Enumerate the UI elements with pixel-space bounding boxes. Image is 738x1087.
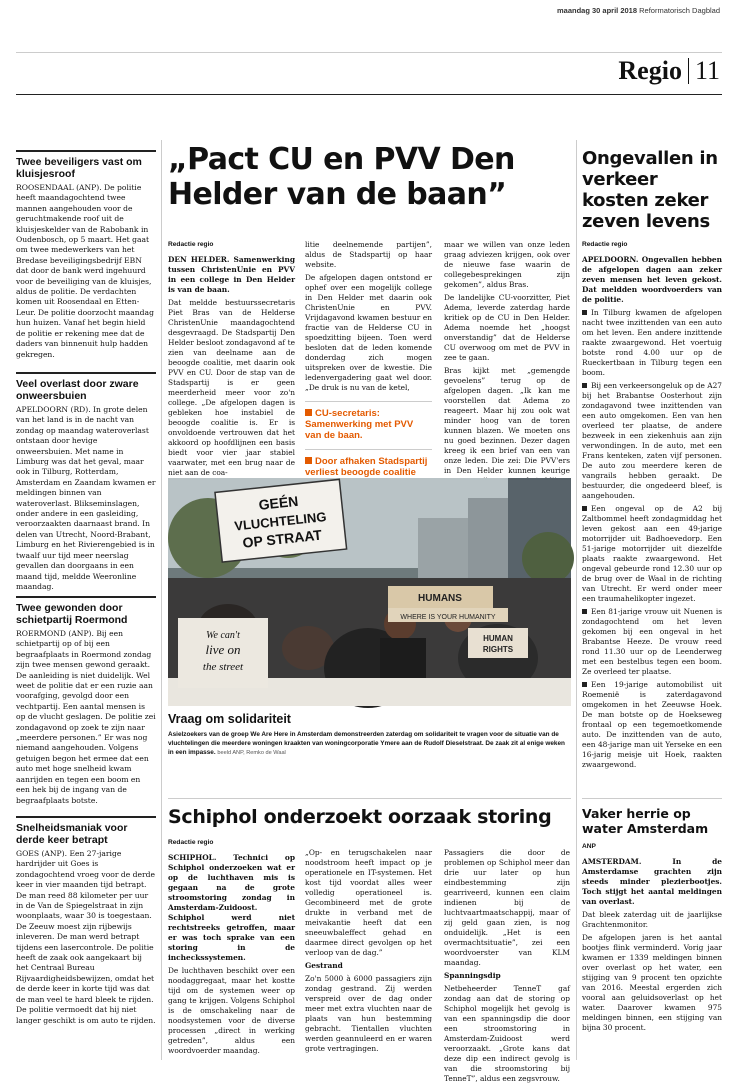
brief-1-text: ROOSENDAAL (ANP). De politie heeft maandagochtend twee mannen aangehouden voor de geruchtmakende roof uit de kluisjeskelder van de Rabobank in Oudenbosch, op 5 maart. Het gaat om twee medewerkers van het Bredase beveiligingsbedrijf EBN dat door de bank werd ingehuurd voor de beveiliging van de kluisjes, aldus de politie. De verdachten komen uit Roosendaal en Etten-Leur. De politie doorzocht maandag hun huizen. Vanaf het begin hield de politie er rekening mee dat de daders van binnenuit hulp hadden gekregen. — [16, 183, 154, 359]
water-headline: Vaker herrie op water Amsterdam — [582, 806, 709, 836]
brief-3-title: Twee gewonden door schietpartij Roermond — [16, 602, 128, 626]
brief-3-text: ROERMOND (ANP). Bij een schietpartij op of bij een begraafplaats in Roermond zondag zijn twee mensen gewond geraakt. De aanleiding is niet duidelijk. Wel weet de politie dat er een ruzie aan voorafging, gevolgd door een vechtpartij. Een aantal mensen is op de vlucht geslagen. De politie zei zondagavond op zoek te zijn naar „meerdere personen.” Er was nog niemand aangehouden. Volgens getuigen begon het ermee dat een auto met hoge snelheid kwam aanrijden en tegen een boom en een hek bij de ingang van de begraafplaats botste. — [16, 629, 156, 805]
schiphol-column-2 — [305, 848, 432, 1057]
brief-3 — [16, 596, 156, 806]
traffic-story — [582, 148, 722, 773]
traffic-item: Bij een verkeersongeluk op de A27 bij het Brabantse Oosterhout zijn zondagavond twee inzittenden van een auto omgekomen. Een van hen overleed ter plaatse, de andere bezweek in een ziekenhuis aan zijn verwondingen. In de auto, met een Frans kenteken, zaten vijf personen. De auto zou meerdere keren de vangrails hebben geraakt. De bestuurder, die ongedeerd bleef, is aangehouden. — [582, 381, 722, 500]
main-col2b-text: De afgelopen dagen ontstond er ophef over een mogelijk college in Den Helder met daarin ook ChristenUnie en PVV. Vrijdagavond kwamen bestuur en fractie van de Helderse CU in spoedzitting bijeen. Toen werd besloten dat de leden komende donderdag zich mogen uitspreken over de kwestie. Die ledenvergadering gaat wel door. „De druk is nu van de ketel, — [305, 273, 432, 392]
traffic-item: Een ongeval op de A2 bij Zaltbommel heeft zondagmiddag het leven gekost aan een 49-jarige motorrijder uit Badhoevedorp. Een 51-jarige motorrijder uit diezelfde plaats raakte zwaargewond. Het ongeval gebeurde rond 12.30 uur op de brug over de Waal in de richting van Utrecht. Er werd onder meer een traumahelikopter ingezet. — [582, 504, 722, 603]
brief-4-text: GOES (ANP). Een 27-jarige hardrijder uit Goes is zondagochtend vroeg voor de derde keer in vier maanden tijd betrapt. De man reed 88 kilometer per uur in de Van de Spiegelstraat in zijn woonplaats, waar 30 is toegestaan. De Zeeuw moest zijn rijbewijs inleveren. De man werd betrapt tijdens een lasercontrole. De politie heeft de zaak ook aangekaart bij het Centraal Bureau Rijvaardigheidsbewijzen, omdat het de derde keer in korte tijd was dat de man veel te hard bleek te rijden. De politie vermoedt dat hij niet langer geschikt is om auto te rijden. — [16, 849, 156, 1025]
traffic-item: Een 81-jarige vrouw uit Nuenen is zondagochtend om het leven gekomen bij een ongeval in het Brabantse Heeze. De vrouw reed rond 11.30 uur op de Leenderweg met een bestelbus tegen een boom. Ze overleed ter plaatse. — [582, 607, 722, 676]
sign-text-1: GEÉN — [257, 492, 299, 513]
water-text-2: De afgelopen jaren is het aantal bootjes flink verminderd. Vorig jaar kwamen er 1339 meldingen binnen over overlast op het water, een stijging van 9 procent ten opzichte van 2016. Meestal ergerden zich vooral aan geluidsoverlast op het water. Daarover kwamen 975 meldingen binnen, een stijging van bijna 30 procent. — [582, 933, 722, 1032]
caption-title: Vraag om solidariteit — [168, 712, 291, 726]
caption-text: Asielzoekers van de groep We Are Here in Amsterdam demonstreerden zaterdag om solidariteit te vragen voor de situatie van de vluchtelingen die meerdere woningen kraakten van woningcorporatie Ymere aan de Rudolf Dieselstraat. De zaak zit al enige weken in een impasse. — [168, 731, 565, 756]
schiphol-headline: Schiphol onderzoekt oorzaak storing — [168, 806, 552, 828]
main-col3-text: maar we willen van onze leden graag adviezen krijgen, ook over de nieuwe fase waarin de collegebesprekingen zijn gekomen”, aldus Bras. — [444, 240, 570, 289]
column-rule-left — [161, 140, 162, 1060]
main-column-2 — [305, 240, 432, 497]
main-column-3 — [444, 240, 570, 499]
main-col1-text: Dat meldde bestuurssecretaris Piet Bras van de Helderse ChristenUnie maandagochtend desgevraagd. De Stadspartij Den Helder besloot zondagavond af te zien van deelname aan de beoogde coalitie, met daarin ook PVV en CU. Door de stap van de Stadspartij is er geen meerderheid meer voor zo'n college. „De afgelopen dagen is gebleken hoe instabiel de beoogde coalitie is. Er is onvoldoende vertrouwen dat het akkoord op hoofdlijnen een basis biedt voor vier jaar stabiel vaarwater, met een brug naar de niet aan de coa- — [168, 298, 295, 477]
svg-text:RIGHTS: RIGHTS — [482, 645, 514, 654]
schiphol-sub1: Gestrand — [305, 961, 343, 970]
brief-2 — [16, 372, 156, 592]
sign-text-2: HUMANS — [418, 593, 462, 604]
schiphol-col3b-text: Netbeheerder TenneT gaf zondag aan dat de storing op Schiphol mogelijk het gevolg is van een spanningsdip die door een stroomstoring in Amsterdam-Zuidoost werd veroorzaakt. „Grote kans dat deze dip een indirect gevolg is van die stroomstoring bij TenneT”, aldus een zegsvrouw. — [444, 984, 570, 1083]
top-divider — [16, 52, 722, 53]
page-number: 11 — [694, 56, 720, 85]
svg-text:We can't: We can't — [206, 630, 240, 641]
main-col3c-text: Bras kijkt met „gemengde gevoelens” terug op de afgelopen dagen. „Ik kan me voorstellen dat Adema zo reageert. Maar hij zou ook wat minder hoog van de toren kunnen blazen. We moeten ons nu goed bezinnen. Dezer dagen kreeg ik een brief van een van onze leden. Die zei: Die PVV'ers in Den Helder kunnen keurige — [444, 366, 570, 475]
main-col2-text: litie deelnemende partijen”, aldus de Stadspartij op haar website. — [305, 240, 432, 269]
traffic-item: In Tilburg kwamen de afgelopen nacht twee inzittenden van een auto om het leven. Een andere inzittende raakte zwaargewond. Het voertuig botste rond 4.00 uur op de Rueckertbaan in Tilburg tegen een boom. — [582, 308, 722, 377]
paper-name: Reformatorisch Dagblad — [639, 6, 720, 15]
main-headline: „Pact CU en PVV Den Helder van de baan” — [168, 142, 515, 212]
svg-text:the street: the street — [202, 661, 244, 673]
water-byline: ANP — [582, 843, 596, 850]
main-byline: Redactie regio — [168, 241, 214, 248]
main-lead: DEN HELDER. Samenwerking tussen ChristenUnie en PVV in een college in Den Helder is van de baan. — [168, 255, 295, 294]
story-divider — [168, 798, 571, 799]
svg-text:HUMAN: HUMAN — [483, 634, 513, 643]
schiphol-column-1 — [168, 838, 295, 1059]
section-divider — [16, 94, 722, 95]
brief-4-title: Snelheidsmaniak voor derde keer betrapt — [16, 822, 128, 846]
column-rule-right — [576, 140, 577, 1060]
traffic-lead: APELDOORN. Ongevallen hebben de afgelopen dagen aan zeker zeven mensen het leven gekost. Dat meldden woordvoerders van de politie. — [582, 255, 722, 304]
protest-photo-art — [168, 478, 571, 706]
section-name: Regio — [618, 56, 682, 85]
right-divider — [582, 798, 722, 799]
schiphol-col2b-text: Zo'n 5000 à 6000 passagiers zijn zondag gestrand. Zij werden verspreid over de dag onder meer met extra vluchten naar de plaats van hun bestemming gebracht. Tientallen vluchten werden geannuleerd en er waren grote vertragingen. — [305, 974, 432, 1053]
section-label — [560, 56, 720, 88]
masthead — [540, 6, 720, 15]
schiphol-col3-text: Passagiers die door de problemen op Schiphol meer dan drie uur later op hun eindbestemming zijn gearriveerd, kunnen een claim indienen bij de luchtvaartmaatschappij, maar of zij geld gaan zien, is nog onduidelijk. „Het is een overmachtsituatie”, zei een woordvoerster van KLM maandag. — [444, 848, 570, 967]
brief-2-title: Veel overlast door zware onweersbuien — [16, 378, 139, 402]
schiphol-column-3 — [444, 848, 570, 1087]
pull-quote-1 — [305, 401, 432, 441]
brief-4 — [16, 816, 156, 1026]
schiphol-col1-text: De luchthaven beschikt over een noodaggregaat, maar het kostte tijd om de systemen weer op gang te krijgen. Volgens Schiphol is de omschakeling naar de noodsystemen voor de diverse processen „direct in werking getreden”, aldus een woordvoerder maandag. — [168, 966, 295, 1055]
svg-text:VLUCHTELING: VLUCHTELING — [233, 508, 328, 534]
traffic-item: Een 19-jarige automobilist uit Roemenië is zaterdagavond omgekomen in het Zeeuwse Hoek. De man botste op de Hoekseweg frontaal op een tegemoetkomende auto. De inzittenden van de auto, een 48-jarige man uit Yerseke en een 16-jarig meisje uit Hoek, raakten zwaargewond. — [582, 680, 722, 769]
main-column-1 — [168, 240, 295, 481]
pull-quote-1-text: CU-secretaris: Samenwerking met PVV van de baan. — [305, 408, 414, 441]
sign-text-3: WHERE IS YOUR HUMANITY — [400, 614, 496, 621]
traffic-byline: Redactie regio — [582, 241, 628, 248]
brief-1 — [16, 150, 156, 360]
photo-caption — [168, 730, 571, 758]
edition-date: maandag 30 april 2018 — [556, 6, 638, 15]
water-story — [582, 806, 722, 1036]
svg-text:live on: live on — [205, 642, 241, 657]
schiphol-sub2: Spanningsdip — [444, 971, 501, 980]
schiphol-lead: SCHIPHOL. Technici op Schiphol onderzoeken wat er op de luchthaven mis is gegaan na de grote stroomstoring zondag in Amsterdam-Zuidoost. Schiphol werd niet rechtstreeks getroffen, maar er was toch sprake van een storing in de incheckssystemen. — [168, 853, 295, 962]
photo-credit: beeld ANP, Remko de Waal — [217, 750, 286, 756]
pull-quote-2-text: Door afhaken Stadspartij verliest beoogde coalitie — [305, 456, 428, 478]
svg-text:OP STRAAT: OP STRAAT — [241, 526, 323, 551]
schiphol-col2-text: „Op- en terugschakelen naar noodstroom heeft impact op je operationele en IT-systemen. Het kost tijd voordat alles weer volledig operationeel is. Gecombineerd met de grote drukte in verband met de meivakantie heeft dat een sneeuwbaleffect gehad en daarmee direct gevolgen op het verloop van de dag.” — [305, 848, 432, 957]
main-col3b-text: De landelijke CU-voorzitter, Piet Adema, leverde zaterdag harde kritiek op de CU in Den Helder. Adema noemde het „hoogst onverstandig” dat de Helderse CU overwoog om met de PVV in zee te gaan. — [444, 293, 570, 362]
water-text: Dat bleek zaterdag uit de jaarlijkse Grachtenmonitor. — [582, 910, 722, 929]
protest-photo — [168, 478, 571, 706]
schiphol-byline: Redactie regio — [168, 839, 214, 846]
brief-1-title: Twee beveiligers vast om kluisjesroof — [16, 156, 142, 180]
brief-2-text: APELDOORN (RD). In grote delen van het land is in de nacht van zondag op maandag wateroverlast ontstaan door hevige onweersbuien. Met name in Limburg was dat het geval, maar ook in Tilburg, Rotterdam, Amsterdam en Zaandam kwamen er meldingen binnen van wateroverlast. Blikseminslagen, onder andere in een gasleiding, veroorzaakten daarnaast brand. In delen van Utrecht, Noord-Brabant, Limburg en het Rivierengebied is in twaalf uur tijd meer neerslag gevallen dan doorgaans in een maand tijd, meldde Weeronline maandag. — [16, 405, 156, 591]
traffic-headline: Ongevallen in verkeer kosten zeker zeven levens — [582, 148, 718, 232]
water-lead: AMSTERDAM. In de Amsterdamse grachten zijn steeds minder plezierbootjes. Toch stijgt het aantal meldingen van overlast. — [582, 857, 722, 906]
